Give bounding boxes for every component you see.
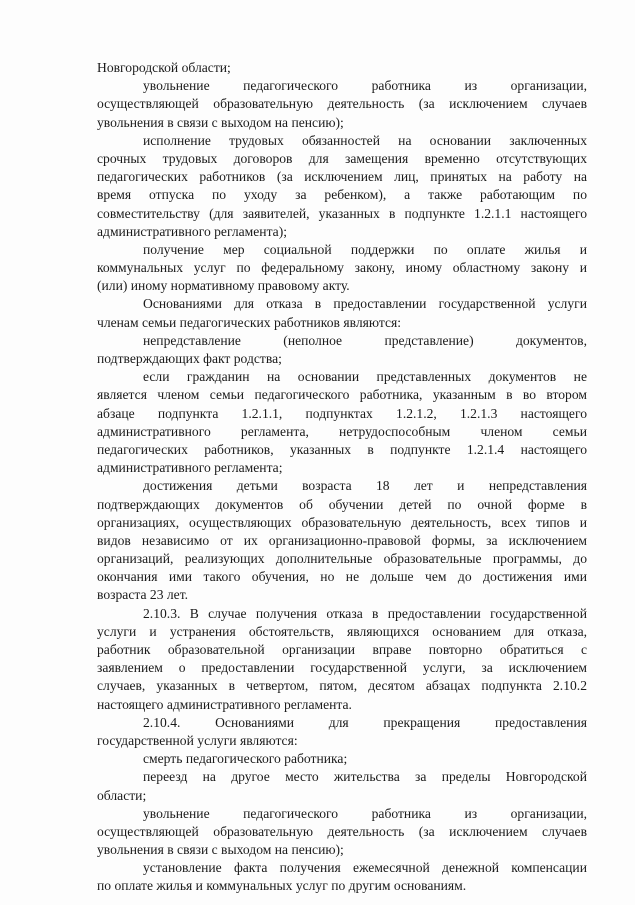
- text-line: окончания ими такого обучения, но не дольше чем до достижения ими: [97, 569, 587, 585]
- text-line: если гражданин на основании представленных документов не: [143, 369, 587, 385]
- text-line: Новгородской области;: [97, 60, 231, 75]
- text-line: получение мер социальной поддержки по оплате жилья и: [143, 241, 587, 257]
- document-body: [97, 59, 587, 896]
- text-line: случаев, указанных в четвертом, пятом, десятом абзацах подпункта 2.10.2: [97, 678, 587, 694]
- text-line: педагогических работников (за исключением лиц, принятых на работу на: [97, 169, 587, 185]
- text-line: коммунальных услуг по федеральному закону, иному областному закону и: [97, 260, 587, 276]
- text-line: увольнение педагогического работника из организации,: [143, 78, 587, 94]
- text-line: административного регламента, нетрудоспособным членом семьи: [97, 423, 587, 439]
- text-line: государственной услуги являются:: [97, 732, 298, 748]
- text-line: видов независимо от их организационно-правовой формы, за исключением: [97, 532, 587, 548]
- text-line: Основаниями для отказа в предоставлении государственной услуги: [143, 296, 587, 312]
- text-line: абзаце подпункта 1.2.1.1, подпунктах 1.2.1.2, 1.2.1.3 настоящего: [97, 405, 587, 421]
- text-line: (или) иному нормативному правовому акту.: [97, 278, 350, 294]
- text-line: административного регламента);: [97, 223, 288, 239]
- text-line: увольнения в связи с выходом на пенсию);: [97, 114, 344, 130]
- text-line: работник образовательной организации вправе повторно обратиться с: [97, 642, 587, 657]
- text-line: 2.10.3. В случае получения отказа в предоставлении государственной: [143, 605, 587, 621]
- text-line: административного регламента;: [97, 460, 283, 476]
- text-line: по оплате жилья и коммунальных услуг по другим основаниям.: [97, 878, 467, 894]
- text-line: заявлением о предоставлении государственной услуги, за исключением: [97, 660, 587, 676]
- text-line: членам семьи педагогических работников являются:: [97, 314, 402, 330]
- text-line: организациях, осуществляющих образовательную деятельность, всех типов и: [97, 514, 587, 530]
- text-line: непредставление (неполное представление) документов,: [143, 332, 587, 348]
- text-line: является членом семьи педагогического работника, указанным в во втором: [97, 387, 587, 403]
- text-line: возраста 23 лет.: [97, 587, 189, 603]
- text-line: исполнение трудовых обязанностей на основании заключенных: [143, 132, 587, 148]
- text-line: осуществляющей образовательную деятельность (за исключением случаев: [97, 823, 587, 839]
- text-line: подтверждающих факт родства;: [97, 351, 282, 366]
- text-line: совместительству (для заявителей, указанных в подпункте 1.2.1.1 настоящего: [97, 205, 587, 221]
- text-line: 2.10.4. Основаниями для прекращения предоставления: [143, 714, 587, 730]
- text-line: переезд на другое место жительства за пределы Новгородской: [143, 769, 587, 785]
- text-line: услуги и устранения обстоятельств, являющихся основанием для отказа,: [97, 623, 587, 639]
- text-line: области;: [97, 787, 147, 803]
- text-line: срочных трудовых договоров для замещения временно отсутствующих: [97, 150, 587, 166]
- text-line: настоящего административного регламента.: [97, 696, 352, 712]
- text-line: установление факта получения ежемесячной денежной компенсации: [143, 860, 587, 876]
- text-line: достижения детьми возраста 18 лет и непредставления: [143, 478, 587, 494]
- text-line: увольнение педагогического работника из организации,: [143, 805, 587, 821]
- text-line: осуществляющей образовательную деятельность (за исключением случаев: [97, 96, 587, 112]
- text-line: смерть педагогического работника;: [143, 751, 348, 767]
- text-line: увольнения в связи с выходом на пенсию);: [97, 842, 344, 858]
- text-line: педагогических работников, указанных в подпункте 1.2.1.4 настоящего: [97, 441, 587, 457]
- text-line: подтверждающих документов об обучении детей по очной форме в: [97, 496, 587, 512]
- text-line: организаций, реализующих дополнительные образовательные программы, до: [97, 551, 587, 567]
- text-line: время отпуска по уходу за ребенком), а также работающим по: [97, 187, 587, 203]
